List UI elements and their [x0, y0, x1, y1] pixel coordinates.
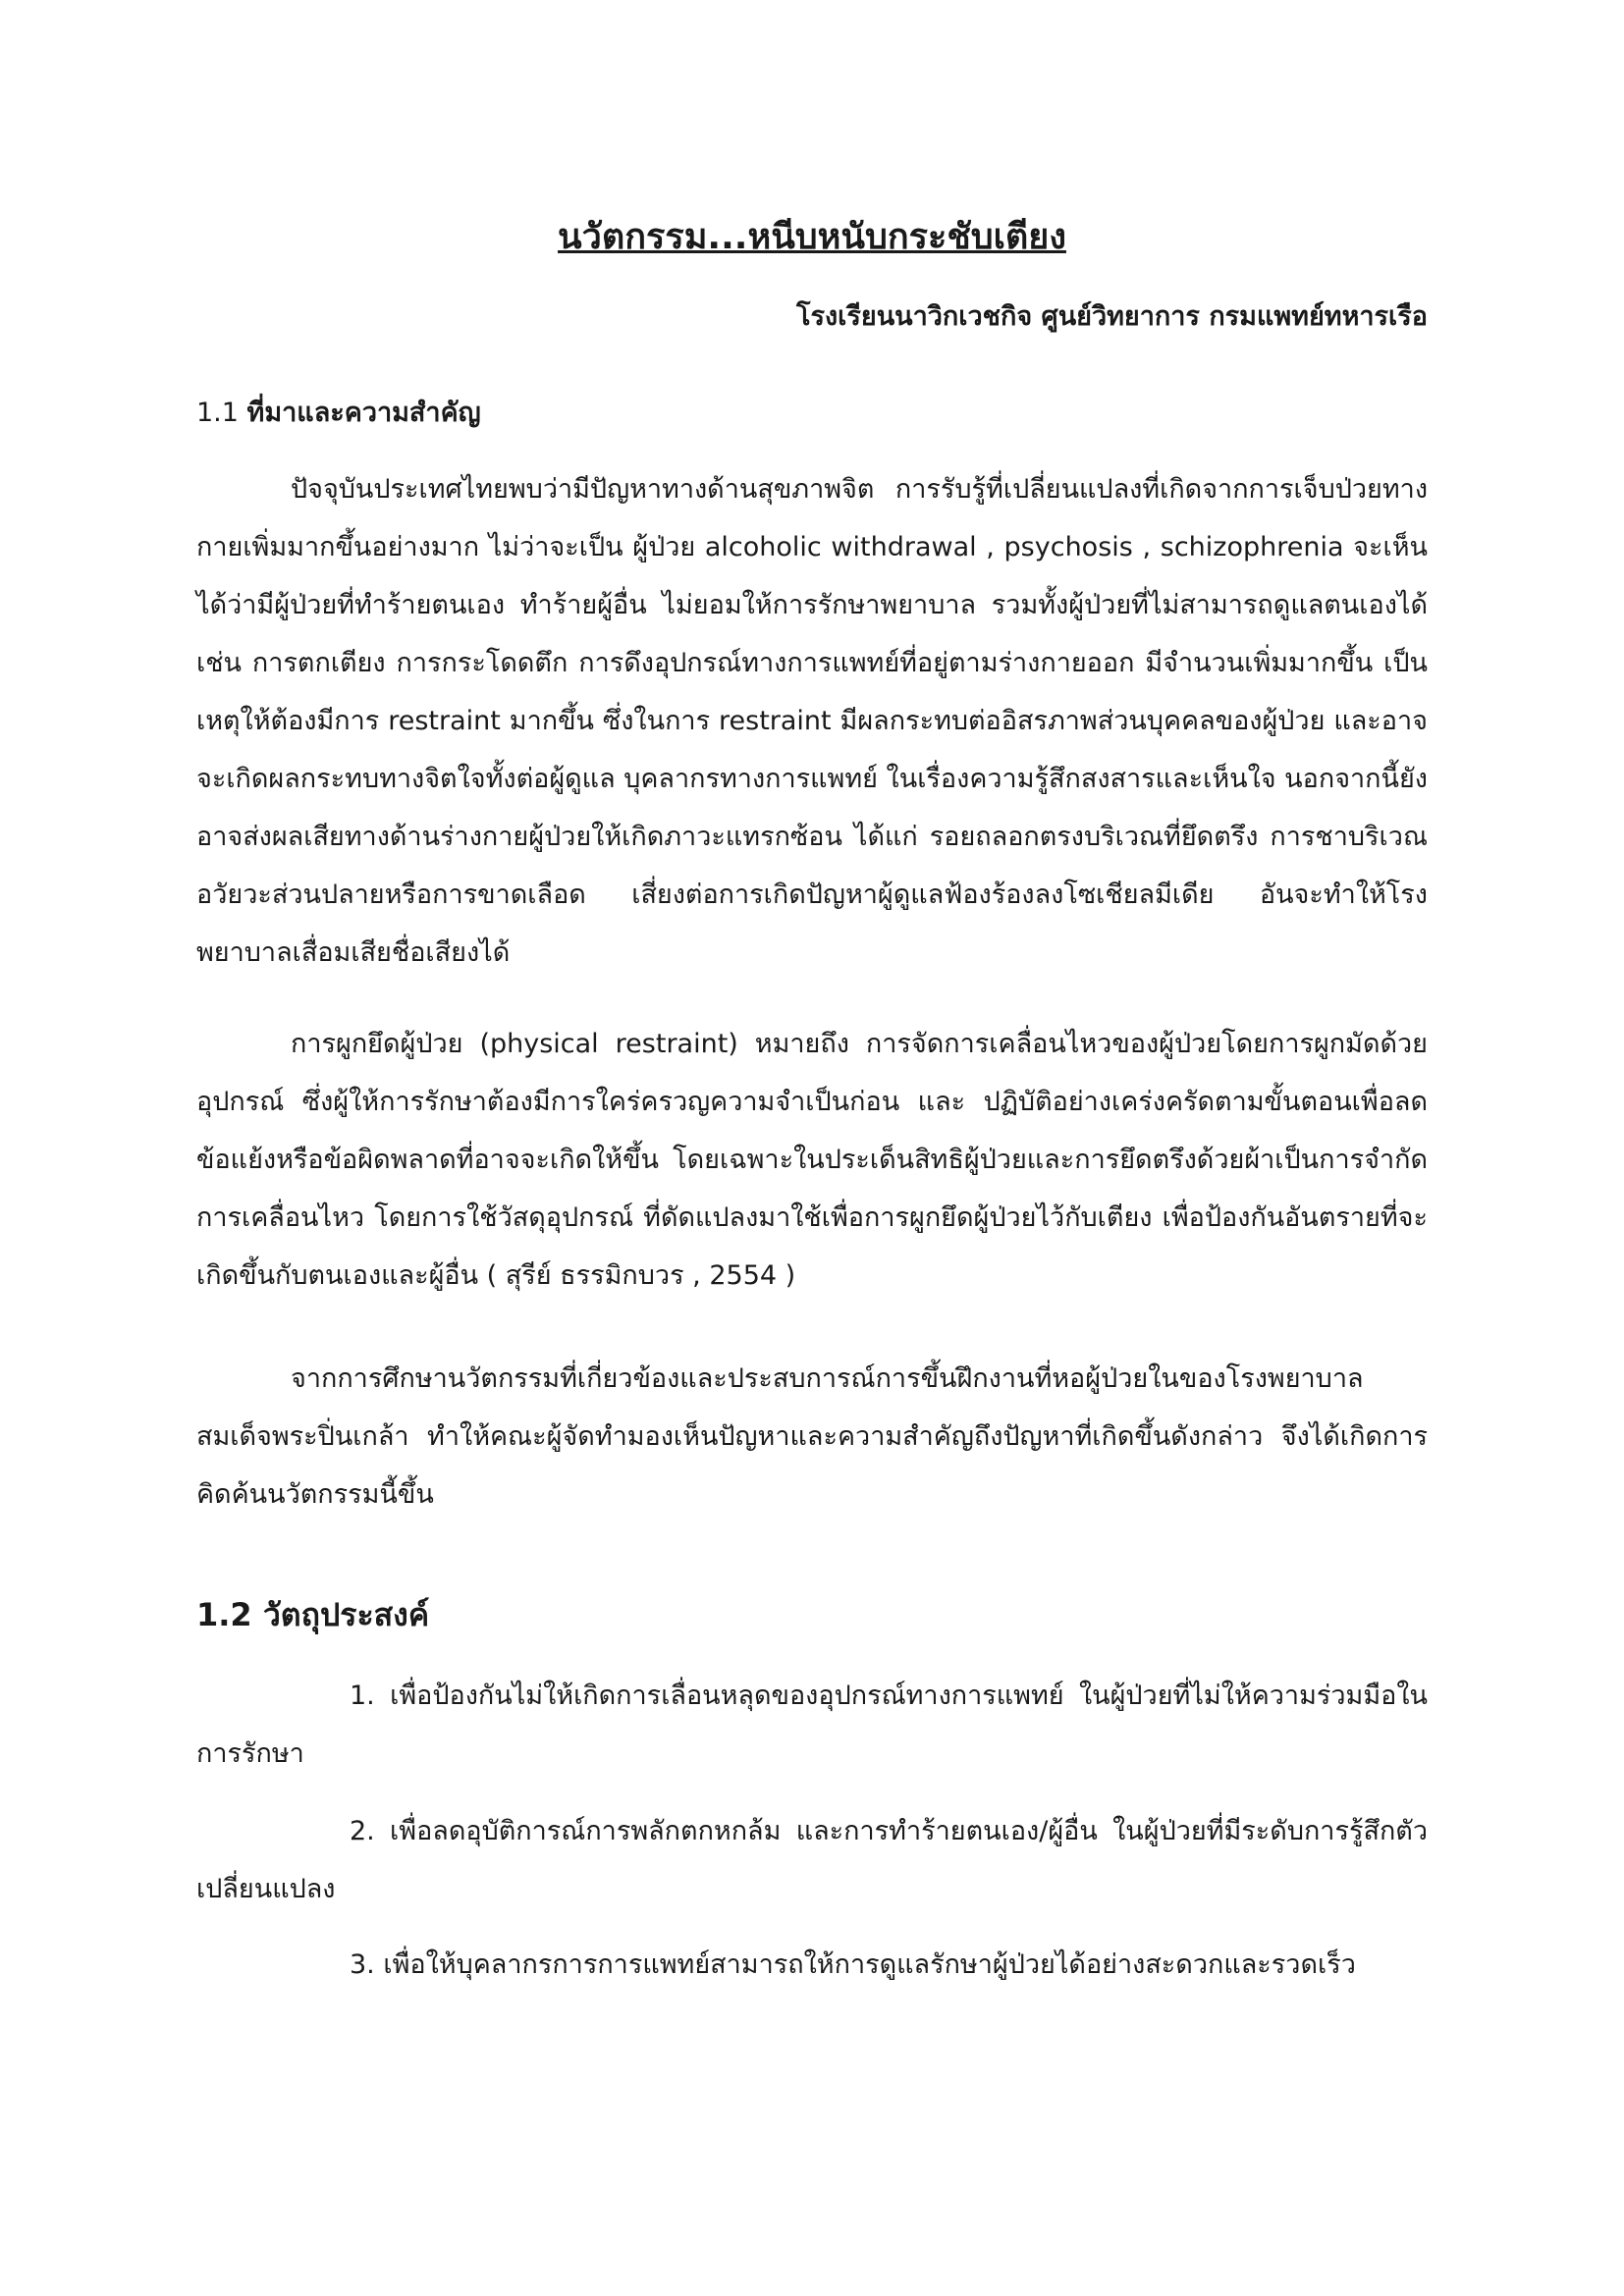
- objective-item-3: 3. เพื่อให้บุคลากรการการแพทย์สามารถให้การดูแลรักษาผู้ป่วยได้อย่างสะดวกและรวดเร็ว: [350, 1949, 1356, 1980]
- section-1-1-title: ที่มาและความสำคัญ: [246, 398, 481, 428]
- paragraph-background: ปัจจุบันประเทศไทยพบว่ามีปัญหาทางด้านสุขภาพจิต การรับรู้ที่เปลี่ยนแปลงที่เกิดจากการเจ็บป่วยทางกายเพิ่มมากขึ้นอย่างมาก ไม่ว่าจะเป็น ผู้ป่วย alcoholic withdrawal , psychosis , schizophrenia จะเห็นได้ว่ามีผู้ป่วยที่ทำร้ายตนเอง ทำร้ายผู้อื่น ไม่ยอมให้การรักษาพยาบาล รวมทั้งผู้ป่วยที่ไม่สามารถดูแลตนเองได้ เช่น การตกเตียง การกระโดดตึก การดึงอุปกรณ์ทางการแพทย์ที่อยู่ตามร่างกายออก มีจำนวนเพิ่มมากขึ้น เป็นเหตุให้ต้องมีการ restraint มากขึ้น ซึ่งในการ restraint มีผลกระทบต่ออิสรภาพส่วนบุคคลของผู้ป่วย และอาจจะเกิดผลกระทบทางจิตใจทั้งต่อผู้ดูแล บุคลากรทางการแพทย์ ในเรื่องความรู้สึกสงสารและเห็นใจ นอกจากนี้ยังอาจส่งผลเสียทางด้านร่างกายผู้ป่วยให้เกิดภาวะแทรกซ้อน ได้แก่ รอยถลอกตรงบริเวณที่ยึดตรึง การชาบริเวณอวัยวะส่วนปลายหรือการขาดเลือด เสี่ยงต่อการเกิดปัญหาผู้ดูแลฟ้องร้องลงโซเชียลมีเดีย อันจะทำให้โรงพยาบาลเสื่อมเสียชื่อเสียงได้: [196, 474, 1428, 968]
- paragraph-physical-restraint: การผูกยึดผู้ป่วย (physical restraint) หมายถึง การจัดการเคลื่อนไหวของผู้ป่วยโดยการผูกมัดด้วยอุปกรณ์ ซึ่งผู้ให้การรักษาต้องมีการใคร่ครวญความจำเป็นก่อน และ ปฏิบัติอย่างเคร่งครัดตามขั้นตอนเพื่อลดข้อแย้งหรือข้อผิดพลาดที่อาจจะเกิดให้ขึ้น โดยเฉพาะในประเด็นสิทธิผู้ป่วยและการยึดตรึงด้วยผ้าเป็นการจำกัดการเคลื่อนไหว โดยการใช้วัสดุอุปกรณ์ ที่ดัดแปลงมาใช้เพื่อการผูกยึดผู้ป่วยไว้กับเตียง เพื่อป้องกันอันตรายที่จะเกิดขึ้นกับตนเองและผู้อื่น ( สุรีย์ ธรรมิกบวร , 2554 ): [196, 1029, 1428, 1291]
- section-1-1-number: 1.1: [196, 398, 239, 428]
- affiliation: โรงเรียนนาวิกเวชกิจ ศูนย์วิทยาการ กรมแพทย์ทหารเรือ: [795, 301, 1428, 332]
- objective-item-2: 2. เพื่อลดอุบัติการณ์การพลักตกหกล้ม และการทำร้ายตนเอง/ผู้อื่น ในผู้ป่วยที่มีระดับการรู้สึกตัวเปลี่ยนแปลง: [196, 1816, 1428, 1904]
- paragraph-study-origin: จากการศึกษานวัตกรรมที่เกี่ยวข้องและประสบการณ์การขึ้นฝึกงานที่หอผู้ป่วยในของโรงพยาบาลสมเด็จพระปิ่นเกล้า ทำให้คณะผู้จัดทำมองเห็นปัญหาและความสำคัญถึงปัญหาที่เกิดขึ้นดังกล่าว จึงได้เกิดการคิดค้นนวัตกรรมนี้ขึ้น: [196, 1363, 1428, 1510]
- document-title: นวัตกรรม...หนีบหนับกระชับเตียง: [558, 217, 1066, 257]
- section-1-1-heading: [196, 391, 481, 433]
- section-1-2-heading: 1.2 วัตถุประสงค์: [196, 1596, 430, 1633]
- objective-item-1: 1. เพื่อป้องกันไม่ให้เกิดการเลื่อนหลุดของอุปกรณ์ทางการแพทย์ ในผู้ป่วยที่ไม่ให้ความร่วมมือในการรักษา: [196, 1681, 1428, 1769]
